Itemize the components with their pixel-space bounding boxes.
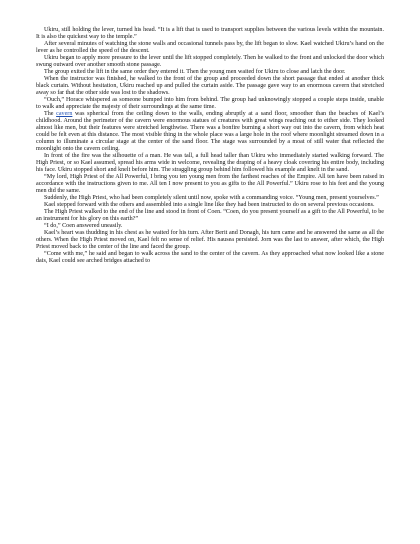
paragraph: “My lord, High Priest of the All Powerful, I bring you ten young men from the farthest reaches of the Empire. All ten have been raised in accordance with the instructions given to me. All ten I now present to you as gifts to the All Powerful.” Ukiru rose to his feet and the young men did the same. <box>36 174 384 194</box>
paragraph: In front of the fire was the silhouette of a man. He was tall, a full head taller than Ukiru who immediately started walking forward. The High Priest, or so Kael assumed, spread his arms wide in welcome, revealing the draping of a heavy cloak covering his entire body, including his face. Ukiru stopped short and knelt before him. The straggling group behind him followed his example and knelt in the sand. <box>36 153 384 173</box>
document-page <box>36 27 384 265</box>
paragraph: Suddenly, the High Priest, who had been completely silent until now, spoke with a commanding voice. “Young men, present yourselves.” <box>44 195 379 201</box>
paragraph: The group exited the lift in the same order they entered it. Then the young men waited for Ukiru to close and latch the door. <box>44 69 346 75</box>
cavern-link[interactable]: cavern <box>56 111 73 117</box>
text-run: The <box>44 111 57 117</box>
paragraph: Kael’s heart was thudding in his chest as he waited for his turn. After Berit and Donagh, his turn came and he answered the same as all the others. When the High Priest moved on, Kael felt no sense of relief. His nausea persisted. Jorn was the last to answer, after which, the High Priest moved back to the center of the line and faced the group. <box>36 230 384 250</box>
paragraph: “I do,” Coen answered uneasily. <box>44 223 123 229</box>
paragraph-cavern <box>36 111 384 153</box>
paragraph: Ukiru, still holding the lever, turned his head. “It is a lift that is used to transport supplies between the various levels within the mountain. It is also the quickest way to the temple.” <box>36 27 384 40</box>
paragraph: Kael stepped forward with the others and assembled into a single line like they had been instructed to do on several previous occasions. <box>44 202 375 208</box>
paragraph: When the instructor was finished, he walked to the front of the group and proceeded down the short passage that ended at another thick black curtain. Without hesitation, Ukiru reached up and pulled the curtain aside. The passage gave way to an enormous cavern that stretched away so far that the other side was lost to the shadows. <box>36 76 384 96</box>
paragraph: “Come with me,” he said and began to walk across the sand to the center of the cavern. As they approached what now looked like a stone dais, Kael could see arched bridges attached to <box>36 251 384 264</box>
paragraph: “Ouch,” Horace whispered as someone bumped into him from behind. The group had unknowingly stopped a couple steps inside, unable to walk and appreciate the majesty of their surroundings at the same time. <box>36 97 384 110</box>
paragraph: Ukiru began to apply more pressure to the lever until the lift stopped completely. Then he walked to the front and unlocked the door which swung outward over another smooth stone passage. <box>36 55 384 68</box>
paragraph: After several minutes of watching the stone walls and occasional tunnels pass by, the lift began to slow. Kael watched Ukiru’s hand on the lever as he controlled the speed of the descent. <box>36 41 384 54</box>
paragraph: The High Priest walked to the end of the line and stood in front of Coen. “Coen, do you present yourself as a gift to the All Powerful, to be an instrument for his glory on this earth?” <box>36 209 384 222</box>
text-run: was spherical from the ceiling down to the walls, ending abruptly at a sand floor, smoother than the beaches of Kael’s childhood. Around the perimeter of the cavern were enormous statues of creatures with great wings reaching out to either side. They looked almost like men, but their features were stretched lengthwise. There was a bonfire burning a short way out into the cavern, from which heat could be felt even at this distance. The most visible thing in the whole place was a large hole in the roof where moonlight streamed down in a column to illuminate a circular stage at the center of the sand floor. The stage was surrounded by a moat of still water that reflected the moonlight onto the cavern ceiling. <box>36 111 385 152</box>
